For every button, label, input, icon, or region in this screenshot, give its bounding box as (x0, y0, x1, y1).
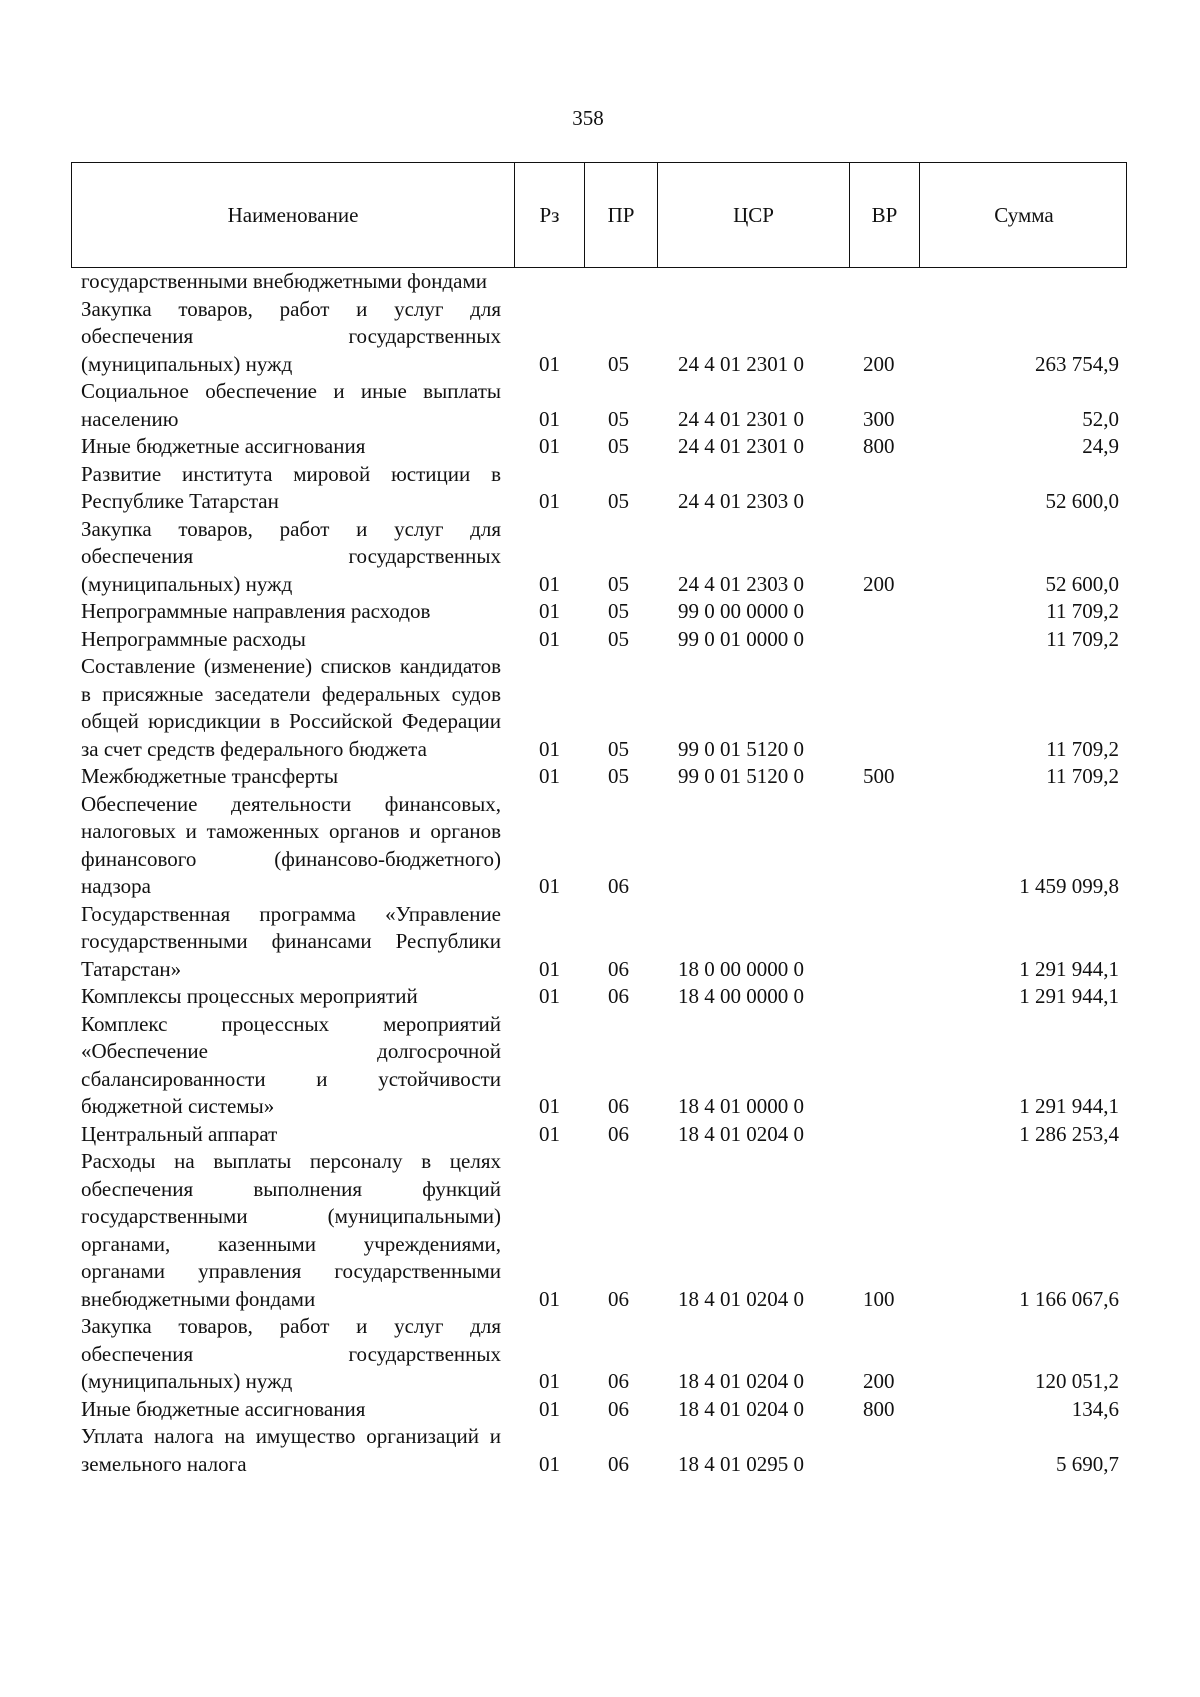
table-header (71, 162, 1127, 268)
table-row (71, 1423, 1127, 1478)
cell-rz: 01 (539, 736, 560, 761)
header-rz: Рз (514, 163, 584, 267)
table-row (71, 1396, 1127, 1424)
cell-vr: 100 (863, 1286, 895, 1311)
cell-rz: 01 (539, 874, 560, 898)
cell-csr: 18 4 01 0204 0 (678, 1396, 804, 1421)
table-row (71, 598, 1127, 626)
cell-vr: 800 (863, 1396, 895, 1421)
cell-sum: 11 709,2 (1046, 599, 1119, 623)
table-row (71, 1313, 1127, 1396)
cell-sum: 24,9 (1082, 434, 1119, 458)
cell-name: Обеспечение деятельности финансовых, налоговых и таможенных органов и органов финансового (финансово-бюджетного) надзора (81, 791, 501, 898)
cell-name: Центральный аппарат (81, 1121, 278, 1146)
cell-name: Развитие института мировой юстиции в Республике Татарстан (81, 461, 501, 513)
cell-sum: 263 754,9 (1035, 351, 1119, 376)
cell-name: Социальное обеспечение и иные выплаты населению (81, 379, 501, 431)
cell-rz: 01 (539, 1451, 560, 1476)
cell-name: Закупка товаров, работ и услуг для обеспечения государственных (муниципальных) нужд (81, 516, 501, 596)
table-row (71, 461, 1127, 516)
table-body (71, 268, 1127, 1478)
cell-name: Уплата налога на имущество организаций и земельного налога (81, 1424, 501, 1476)
table-row (71, 268, 1127, 296)
cell-sum: 52,0 (1082, 406, 1119, 431)
cell-pr: 05 (608, 351, 629, 376)
cell-csr: 99 0 01 0000 0 (678, 626, 804, 651)
cell-pr: 05 (608, 406, 629, 431)
cell-rz: 01 (539, 351, 560, 376)
cell-rz: 01 (539, 626, 560, 651)
cell-csr: 24 4 01 2301 0 (678, 434, 804, 458)
cell-pr: 05 (608, 626, 629, 651)
cell-rz: 01 (539, 984, 560, 1008)
cell-name: Составление (изменение) списков кандидатов в присяжные заседатели федеральных судов общей юрисдикции в Российской Федерации за счет средств федерального бюджета (81, 654, 501, 761)
cell-pr: 06 (608, 1396, 629, 1421)
cell-sum: 1 291 944,1 (1019, 1094, 1119, 1118)
cell-rz: 01 (539, 406, 560, 431)
cell-pr: 06 (608, 1369, 629, 1393)
cell-pr: 05 (608, 571, 629, 596)
cell-sum: 1 291 944,1 (1019, 956, 1119, 981)
cell-name: Непрограммные направления расходов (81, 599, 431, 623)
page-number: 358 (572, 106, 604, 130)
cell-sum: 134,6 (1071, 1396, 1119, 1421)
cell-csr: 99 0 01 5120 0 (678, 764, 804, 788)
cell-rz: 01 (539, 1121, 560, 1146)
table-row (71, 1011, 1127, 1121)
table-row (71, 901, 1127, 984)
cell-name: Закупка товаров, работ и услуг для обеспечения государственных (муниципальных) нужд (81, 1314, 501, 1393)
cell-rz: 01 (539, 489, 560, 513)
cell-rz: 01 (539, 599, 560, 623)
cell-pr: 06 (608, 984, 629, 1008)
cell-csr: 18 0 00 0000 0 (678, 956, 804, 981)
header-name: Наименование (227, 202, 359, 227)
cell-sum: 120 051,2 (1035, 1369, 1119, 1393)
cell-csr: 18 4 01 0204 0 (678, 1286, 804, 1311)
cell-csr: 99 0 00 0000 0 (678, 599, 804, 623)
cell-pr: 05 (608, 764, 629, 788)
cell-name: Непрограммные расходы (81, 626, 306, 651)
cell-name: Закупка товаров, работ и услуг для обеспечения государственных (муниципальных) нужд (81, 296, 501, 376)
cell-vr: 800 (863, 434, 895, 458)
cell-pr: 06 (608, 1286, 629, 1311)
cell-csr: 18 4 01 0295 0 (678, 1451, 804, 1476)
cell-name: Комплексы процессных мероприятий (81, 984, 418, 1008)
cell-name: государственными внебюджетными фондами (81, 269, 488, 293)
cell-pr: 06 (608, 874, 629, 898)
cell-rz: 01 (539, 1369, 560, 1393)
cell-sum: 11 709,2 (1046, 764, 1119, 788)
table-row (71, 791, 1127, 901)
header-pr: ПР (584, 163, 657, 267)
cell-pr: 05 (608, 599, 629, 623)
cell-rz: 01 (539, 1286, 560, 1311)
table-row (71, 626, 1127, 654)
cell-name: Комплекс процессных мероприятий «Обеспечение долгосрочной сбалансированности и устойчивости бюджетной системы» (81, 1011, 501, 1118)
cell-csr: 24 4 01 2303 0 (678, 571, 804, 596)
budget-table (71, 162, 1127, 1476)
cell-csr: 18 4 01 0000 0 (678, 1094, 804, 1118)
cell-name: Государственная программа «Управление государственными финансами Республики Татарстан» (81, 901, 501, 981)
cell-csr: 24 4 01 2301 0 (678, 406, 804, 431)
cell-sum: 5 690,7 (1056, 1451, 1119, 1476)
table-row (71, 433, 1127, 461)
header-sum: Сумма (919, 163, 1128, 267)
cell-sum: 1 291 944,1 (1019, 984, 1119, 1008)
cell-sum: 11 709,2 (1046, 626, 1119, 651)
cell-sum: 1 459 099,8 (1019, 874, 1119, 898)
table-row (71, 763, 1127, 791)
cell-csr: 18 4 01 0204 0 (678, 1121, 804, 1146)
table-row (71, 1121, 1127, 1149)
cell-vr: 500 (863, 764, 895, 788)
cell-pr: 06 (608, 1451, 629, 1476)
table-row (71, 653, 1127, 763)
header-csr: ЦСР (657, 163, 849, 267)
cell-rz: 01 (539, 1094, 560, 1118)
cell-pr: 05 (608, 736, 629, 761)
cell-pr: 06 (608, 1121, 629, 1146)
cell-rz: 01 (539, 434, 560, 458)
cell-csr: 18 4 01 0204 0 (678, 1369, 804, 1393)
cell-pr: 05 (608, 434, 629, 458)
cell-pr: 06 (608, 956, 629, 981)
cell-vr: 200 (863, 571, 895, 596)
cell-vr: 200 (863, 351, 895, 376)
cell-vr: 300 (863, 406, 895, 431)
cell-csr: 99 0 01 5120 0 (678, 736, 804, 761)
cell-sum: 52 600,0 (1045, 489, 1119, 513)
cell-rz: 01 (539, 956, 560, 981)
table-row (71, 983, 1127, 1011)
cell-name: Расходы на выплаты персоналу в целях обеспечения выполнения функций государственными (муниципальными) органами, казенными учреждениями, органами управления государственными внебюджетными фондами (81, 1149, 501, 1311)
cell-sum: 1 166 067,6 (1019, 1286, 1119, 1311)
table-row (71, 296, 1127, 379)
cell-csr: 24 4 01 2303 0 (678, 489, 804, 513)
cell-pr: 06 (608, 1094, 629, 1118)
cell-sum: 11 709,2 (1046, 736, 1119, 761)
cell-name: Межбюджетные трансферты (81, 764, 339, 788)
cell-pr: 05 (608, 489, 629, 513)
cell-sum: 1 286 253,4 (1019, 1121, 1119, 1146)
table-row (71, 378, 1127, 433)
table-row (71, 516, 1127, 599)
table-row (71, 1148, 1127, 1313)
cell-csr: 24 4 01 2301 0 (678, 351, 804, 376)
cell-csr: 18 4 00 0000 0 (678, 984, 804, 1008)
cell-rz: 01 (539, 571, 560, 596)
cell-rz: 01 (539, 1396, 560, 1421)
cell-name: Иные бюджетные ассигнования (81, 1396, 366, 1421)
cell-sum: 52 600,0 (1045, 571, 1119, 596)
cell-rz: 01 (539, 764, 560, 788)
cell-vr: 200 (863, 1369, 895, 1393)
cell-name: Иные бюджетные ассигнования (81, 434, 366, 458)
header-vr: ВР (849, 163, 919, 267)
